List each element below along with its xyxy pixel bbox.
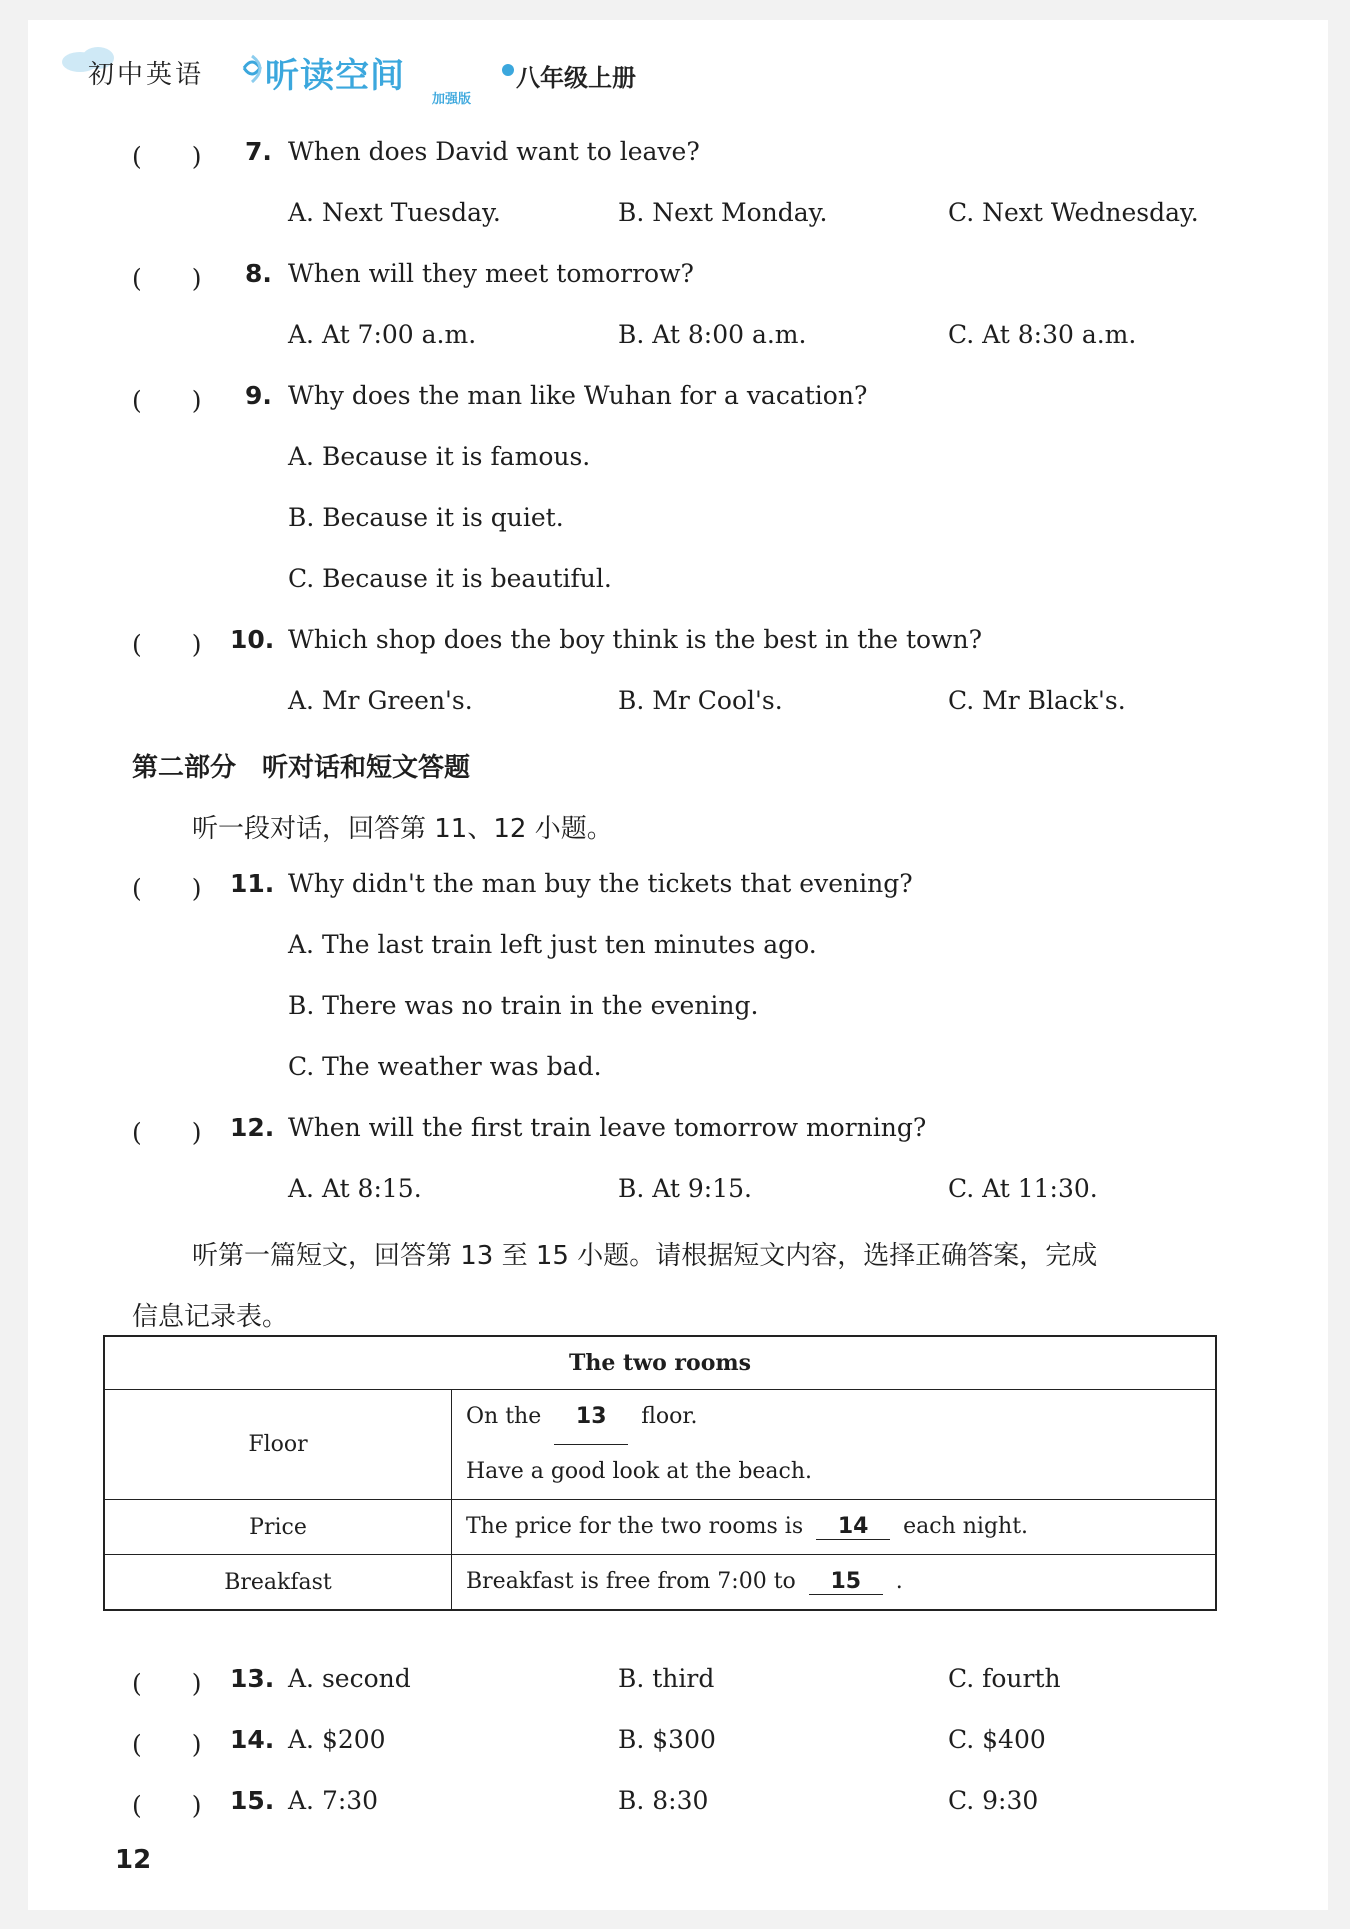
header-title-series: 初中英语: [88, 60, 205, 90]
blank-14[interactable]: 14: [816, 1514, 890, 1540]
option-c[interactable]: C. 9:30: [948, 1786, 1039, 1815]
answer-bracket[interactable]: ( ): [132, 142, 202, 171]
header-title-brand: 听读空间: [265, 56, 405, 96]
blank-15[interactable]: 15: [809, 1569, 883, 1595]
option-c[interactable]: C. Mr Black's.: [948, 686, 1126, 715]
info-record-table: [103, 1335, 1217, 1611]
row-label-breakfast: Breakfast: [104, 1555, 452, 1611]
option-c[interactable]: C. The weather was bad.: [288, 1052, 602, 1081]
instruction-passage: 听第一篇短文，回答第 13 至 15 小题。请根据短文内容，选择正确答案，完成: [192, 1241, 1098, 1271]
option-c[interactable]: C. $400: [948, 1725, 1046, 1754]
row-value-floor: [452, 1390, 1217, 1500]
question-number: 14.: [230, 1725, 275, 1754]
question-number: 10.: [230, 625, 275, 654]
option-c[interactable]: C. At 11:30.: [948, 1174, 1098, 1203]
question-number: 8.: [245, 259, 272, 288]
option-c[interactable]: C. fourth: [948, 1664, 1061, 1693]
option-c[interactable]: C. Next Wednesday.: [948, 198, 1199, 227]
table-row: [104, 1555, 1216, 1611]
floor-note: Have a good look at the beach.: [466, 1459, 813, 1484]
answer-bracket[interactable]: ( ): [132, 264, 202, 293]
option-a[interactable]: A. Mr Green's.: [288, 686, 473, 715]
price-text-post: each night.: [903, 1514, 1029, 1539]
floor-text-pre: On the: [466, 1404, 542, 1429]
option-b[interactable]: B. Because it is quiet.: [288, 503, 564, 532]
header-badge: 加强版: [432, 92, 472, 107]
price-text-pre: The price for the two rooms is: [466, 1514, 804, 1539]
option-a[interactable]: A. The last train left just ten minutes ago.: [288, 930, 817, 959]
answer-bracket[interactable]: ( ): [132, 386, 202, 415]
instruction-dialogue: 听一段对话，回答第 11、12 小题。: [192, 814, 613, 844]
question-text: Why didn't the man buy the tickets that evening?: [288, 869, 913, 898]
breakfast-text-post: .: [895, 1569, 903, 1594]
question-text: Why does the man like Wuhan for a vacation?: [288, 381, 868, 410]
option-a[interactable]: A. $200: [288, 1725, 386, 1754]
question-text: When will they meet tomorrow?: [288, 259, 694, 288]
option-b[interactable]: B. At 9:15.: [618, 1174, 752, 1203]
option-b[interactable]: B. 8:30: [618, 1786, 709, 1815]
header-grade: 八年级上册: [516, 64, 636, 92]
row-label-price: Price: [104, 1500, 452, 1555]
blank-13[interactable]: 13: [554, 1390, 628, 1445]
row-label-floor: Floor: [104, 1390, 452, 1500]
question-number: 13.: [230, 1664, 275, 1693]
table-row: [104, 1500, 1216, 1555]
option-b[interactable]: B. At 8:00 a.m.: [618, 320, 807, 349]
option-a[interactable]: A. At 7:00 a.m.: [288, 320, 477, 349]
answer-bracket[interactable]: ( ): [132, 1669, 202, 1698]
option-c[interactable]: C. Because it is beautiful.: [288, 564, 612, 593]
page: [28, 20, 1328, 1910]
option-a[interactable]: A. second: [288, 1664, 411, 1693]
question-number: 11.: [230, 869, 275, 898]
question-text: Which shop does the boy think is the best in the town?: [288, 625, 982, 654]
option-a[interactable]: A. Next Tuesday.: [288, 198, 501, 227]
floor-text-post: floor.: [641, 1404, 698, 1429]
option-c[interactable]: C. At 8:30 a.m.: [948, 320, 1137, 349]
option-b[interactable]: B. Mr Cool's.: [618, 686, 783, 715]
page-header: [60, 40, 760, 110]
option-a[interactable]: A. 7:30: [288, 1786, 379, 1815]
option-a[interactable]: A. At 8:15.: [288, 1174, 422, 1203]
option-b[interactable]: B. There was no train in the evening.: [288, 991, 759, 1020]
answer-bracket[interactable]: ( ): [132, 1791, 202, 1820]
question-number: 12.: [230, 1113, 275, 1142]
instruction-passage-cont: 信息记录表。: [132, 1302, 289, 1332]
option-b[interactable]: B. Next Monday.: [618, 198, 828, 227]
question-text: When does David want to leave?: [288, 137, 700, 166]
option-b[interactable]: B. third: [618, 1664, 715, 1693]
question-number: 7.: [245, 137, 272, 166]
row-value-breakfast: [452, 1555, 1217, 1611]
option-b[interactable]: B. $300: [618, 1725, 716, 1754]
table-row: [104, 1336, 1216, 1390]
decorative-dot-icon: [500, 62, 516, 78]
answer-bracket[interactable]: ( ): [132, 630, 202, 659]
table-row: [104, 1390, 1216, 1500]
question-number: 9.: [245, 381, 272, 410]
answer-bracket[interactable]: ( ): [132, 874, 202, 903]
option-a[interactable]: A. Because it is famous.: [288, 442, 591, 471]
question-text: When will the first train leave tomorrow morning?: [288, 1113, 927, 1142]
answer-bracket[interactable]: ( ): [132, 1118, 202, 1147]
breakfast-text-pre: Breakfast is free from 7:00 to: [466, 1569, 796, 1594]
answer-bracket[interactable]: ( ): [132, 1730, 202, 1759]
row-value-price: [452, 1500, 1217, 1555]
section-title: 第二部分 听对话和短文答题: [132, 753, 471, 783]
question-number: 15.: [230, 1786, 275, 1815]
page-number: 12: [115, 1845, 152, 1875]
table-title: The two rooms: [104, 1336, 1216, 1390]
